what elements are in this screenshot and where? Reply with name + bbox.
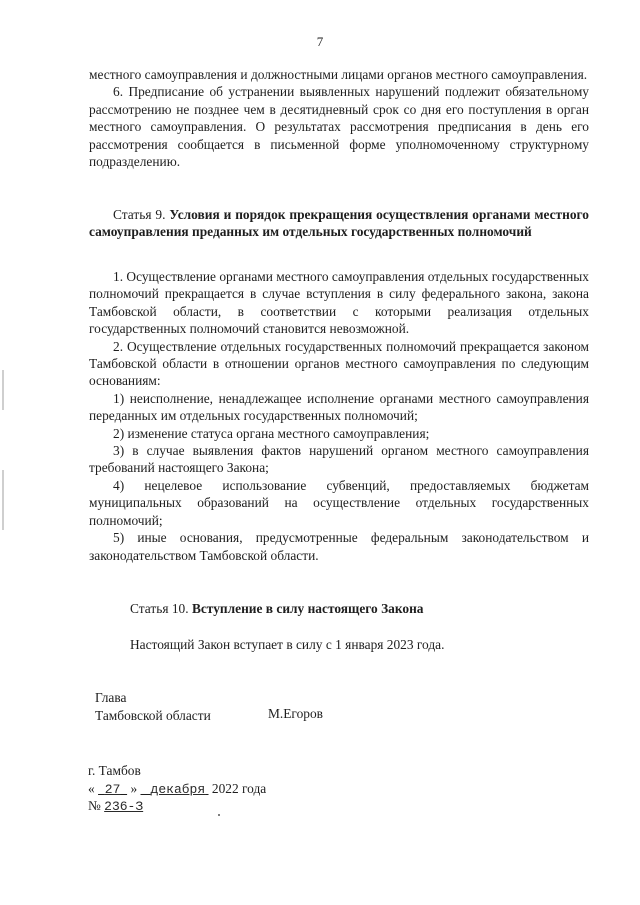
article8-continuation (89, 66, 589, 170)
article9-heading (89, 206, 589, 241)
article9-title: Условия и порядок прекращения осуществления органами местного самоуправления преданных им отдельных государственных полномочий (89, 207, 589, 240)
date-month-field (141, 781, 209, 796)
article10-label: Статья 10. (130, 601, 189, 616)
date-day: 27 (104, 782, 121, 797)
city: г. Тамбов (88, 763, 141, 778)
article9-item: 2) изменение статуса органа местного самоуправления; (113, 425, 430, 441)
paragraph-continued: местного самоуправления и должностными лицами органов местного самоуправления. (89, 67, 588, 82)
article10-body (130, 636, 590, 653)
paragraph-6: 6. Предписание об устранении выявленных нарушений подлежит обязательному рассмотрению не позднее чем в десятидневный срок со дня его поступления в орган местного самоуправления. О результатах рассмотрения предписания в день его рассмотрения сообщается в письменной форме уполномоченному структурному подразделению. (89, 84, 589, 170)
signatory-name: М.Егоров (268, 706, 324, 721)
law-number (88, 797, 143, 815)
article9-item: 1) неисполнение, ненадлежащее исполнение органами местного самоуправления переданных им отдельных государственных полномочий; (89, 390, 589, 424)
signatory-region: Тамбовской области (95, 708, 211, 723)
article9-body (89, 268, 589, 564)
scan-edge-mark (2, 470, 4, 530)
law-number-value: 236-З (104, 799, 144, 814)
article9-paragraph-1: 1. Осуществление органами местного самоуправления отдельных государственных полномочий прекращается в случае вступления в силу федерального закона, закона Тамбовской области, в соответствии с которыми реализация отдельных государственных полномочий становится невозможной. (89, 269, 589, 337)
signing-date (88, 780, 266, 798)
signatory-title: Глава (95, 690, 127, 705)
scan-edge-mark (2, 370, 4, 410)
article9-item: 5) иные основания, предусмотренные федеральным законодательством и законодательством Тамбовской области. (89, 530, 589, 563)
effective-date-text: Настоящий Закон вступает в силу с 1 января 2023 года. (130, 637, 445, 652)
date-month: декабря (150, 782, 206, 797)
date-year: 2022 года (211, 781, 267, 796)
page-number: 7 (316, 34, 324, 49)
date-quote-close: » (130, 781, 138, 796)
article9-label: Статья 9. (113, 207, 166, 222)
article10-title: Вступление в силу настоящего Закона (191, 601, 424, 616)
ink-dot (218, 814, 220, 816)
article10-heading (130, 600, 590, 617)
date-quote-open: « (88, 781, 95, 796)
number-sign: № (88, 798, 101, 813)
date-day-field (98, 781, 127, 796)
article9-paragraph-2: 2. Осуществление отдельных государственных полномочий прекращается законом Тамбовской области в отношении органов местного самоуправления по следующим основаниям: (89, 338, 589, 389)
article9-item: 3) в случае выявления фактов нарушений органом местного самоуправления требований настоящего Закона; (89, 443, 589, 476)
article9-item: 4) нецелевое использование субвенций, предоставляемых бюджетам муниципальных образований на осуществление отдельных государственных полномочий; (89, 477, 589, 528)
